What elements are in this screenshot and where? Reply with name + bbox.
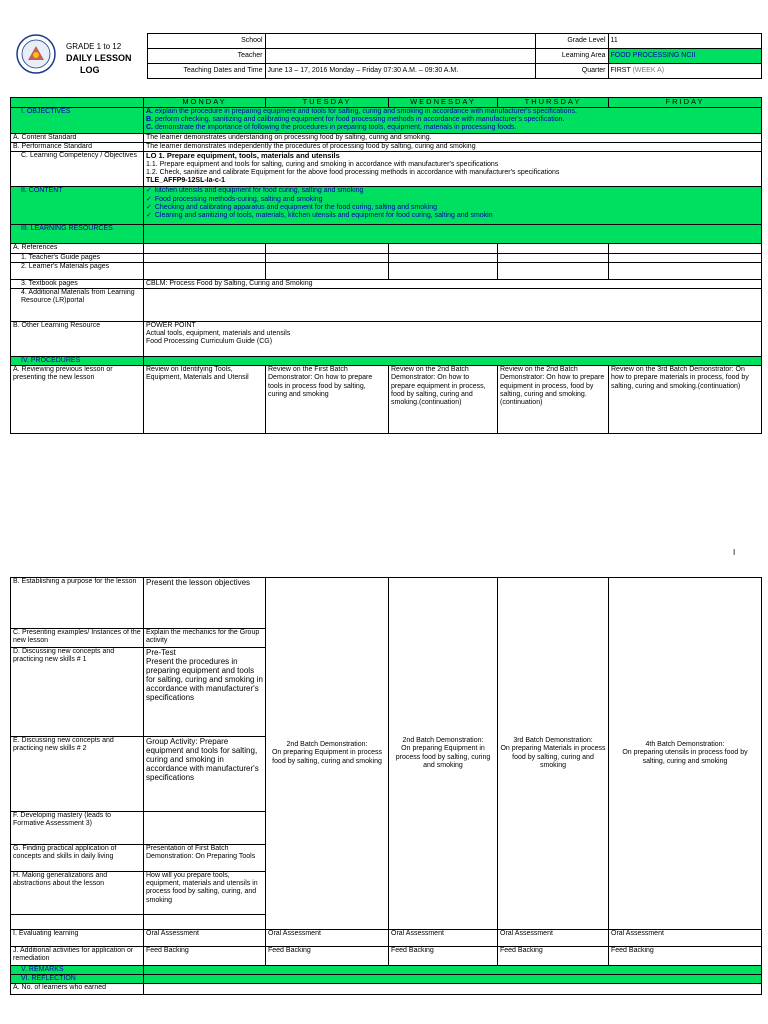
objective-c: C. demonstrate the importance of following the procedures in preparing tools, equipment, materials in processing foods. xyxy=(146,124,517,132)
procedure-i-wednesday: Oral Assessment xyxy=(389,930,498,947)
day-tuesday: TUESDAY xyxy=(266,98,389,108)
content-standard-text: The learner demonstrates understanding on processing food by salting, curing and smoking. xyxy=(144,134,762,143)
quarter-value[interactable] xyxy=(608,64,761,79)
procedure-i-label: I. Evaluating learning xyxy=(11,930,144,947)
procedure-a-label: A. Reviewing previous lesson or presenting the new lesson xyxy=(11,366,144,434)
grade-range: GRADE 1 to 12 xyxy=(66,42,122,51)
dates-label: Teaching Dates and Time xyxy=(147,64,265,79)
day-monday: MONDAY xyxy=(144,98,266,108)
procedure-b-label: B. Establishing a purpose for the lesson xyxy=(11,578,144,629)
objective-b: B. perform checking, sanitizing and calibrating equipment for food processing methods in accordance with manufacturer's specification. xyxy=(146,116,565,124)
checkmark-icon: ✓ xyxy=(146,195,152,203)
checkmark-icon: ✓ xyxy=(146,212,152,220)
remarks-label: V. REMARKS xyxy=(11,966,144,975)
procedure-c-label: C. Presenting examples/ Instances of the new lesson xyxy=(11,629,144,648)
procedure-c-monday: Explain the mechanics for the Group activity xyxy=(144,629,266,648)
merged-thursday: 3rd Batch Demonstration: On preparing Materials in process food by salting, curing and smoking xyxy=(498,578,609,930)
objective-a: A. explain the procedure in preparing equipment and tools for salting, curing and smoking in accordance with manufacturer's specifications. xyxy=(146,108,577,115)
procedure-j-wednesday: Feed Backing xyxy=(389,947,498,966)
procedure-j-thursday: Feed Backing xyxy=(498,947,609,966)
competency-label: C. Learning Competency / Objectives xyxy=(11,152,144,187)
stray-mark: I xyxy=(733,548,736,557)
procedures-label: IV. PROCEDURES xyxy=(11,357,144,366)
other-resource-value: POWER POINT Actual tools, equipment, materials and utensils Food Processing Curriculum Guide (CG) xyxy=(144,322,762,357)
procedure-j-label: J. Additional activities for application or remediation xyxy=(11,947,144,966)
lesson-table-part2 xyxy=(10,577,762,995)
performance-standard-label: B. Performance Standard xyxy=(11,143,144,152)
merged-friday: 4th Batch Demonstration: On preparing utensils in process food by salting, curing and smoking xyxy=(609,578,762,930)
additional-materials-label: 4. Additional Materials from Learning Resource (LR)portal xyxy=(11,289,144,322)
procedure-e-monday: Group Activity: Prepare equipment and tools for salting, curing and smoking in accordance with manufacturer's specifications xyxy=(144,737,266,812)
learning-resources-label: III. LEARNING RESOURCES xyxy=(11,225,144,244)
procedure-e-label: E. Discussing new concepts and practicing new skills # 2 xyxy=(11,737,144,812)
procedure-spacer xyxy=(11,915,144,930)
day-friday: FRIDAY xyxy=(609,98,762,108)
procedure-a-monday: Review on Identifying Tools, Equipment, Materials and Utensil xyxy=(144,366,266,434)
procedure-f-label: F. Developing mastery (leads to Formative Assessment 3) xyxy=(11,812,144,845)
procedure-h-monday: How will you prepare tools, equipment, materials and utensils in process food by salting, curing, and smoking xyxy=(144,872,266,915)
day-thursday: THURSDAY xyxy=(498,98,609,108)
procedure-j-monday: Feed Backing xyxy=(144,947,266,966)
merged-wednesday: 2nd Batch Demonstration: On preparing Equipment in process food by salting, curing and smoking xyxy=(389,578,498,930)
reflection-a-label: A. No. of learners who earned xyxy=(11,984,144,995)
competency-lo: LO 1. Prepare equipment, tools, materials and utensils xyxy=(146,151,340,161)
checkmark-icon: ✓ xyxy=(146,203,152,211)
content-standard-label: A. Content Standard xyxy=(11,134,144,143)
procedure-d-monday: Pre-Test Present the procedures in preparing equipment and tools for salting, curing and smoking in accordance with manufacturer's specifications xyxy=(144,648,266,737)
content-item: ✓ Checking and calibrating apparatus and equipment for the food curing, salting and smoking xyxy=(146,203,437,211)
teacher-label: Teacher xyxy=(147,49,265,64)
teacher-value[interactable] xyxy=(265,49,535,64)
objectives-list xyxy=(144,108,762,134)
content-item: ✓ Cleaning and sanitizing of tools, materials, kitchen utensils and equipment for food curing, salting and smokin xyxy=(146,212,493,220)
textbook-value: CBLM: Process Food by Salting, Curing and Smoking xyxy=(144,279,762,288)
competency-code: TLE_AFFP9-12SL-Ia-c-1 xyxy=(146,177,225,185)
teachers-guide-label: 1. Teacher's Guide pages xyxy=(11,253,144,262)
competency-text xyxy=(144,152,762,187)
procedure-f-monday xyxy=(144,812,266,845)
procedure-a-tuesday: Review on the First Batch Demonstrator: On how to prepare tools in process food by salting, curing and smoking xyxy=(266,366,389,434)
title-daily-lesson: DAILY LESSON xyxy=(66,53,132,63)
school-value[interactable] xyxy=(265,34,535,49)
checkmark-icon: ✓ xyxy=(146,187,152,195)
learning-area-label: Learning Area xyxy=(535,49,608,64)
title-log: LOG xyxy=(80,65,100,75)
content-list xyxy=(144,187,762,225)
procedure-j-tuesday: Feed Backing xyxy=(266,947,389,966)
procedure-g-monday: Presentation of First Batch Demonstration: On Preparing Tools xyxy=(144,845,266,872)
day-wednesday: WEDNESDAY xyxy=(389,98,498,108)
procedure-a-thursday: Review on the 2nd Batch Demonstrator: On how to prepare equipment in process, food by salting, curing and smoking.(continuation) xyxy=(498,366,609,434)
competency-line1: 1.1. Prepare equipment and tools for salting, curing and smoking in accordance with manufacturer's specifications xyxy=(146,160,499,168)
header-info-table xyxy=(10,33,762,79)
quarter-week: (WEEK A) xyxy=(632,66,665,74)
procedure-j-friday: Feed Backing xyxy=(609,947,762,966)
procedure-g-label: G. Finding practical application of concepts and skills in daily living xyxy=(11,845,144,872)
dates-value[interactable]: June 13 – 17, 2016 Monday – Friday 07:30 A.M. – 09:30 A.M. xyxy=(265,64,535,79)
procedure-i-tuesday: Oral Assessment xyxy=(266,930,389,947)
performance-standard-text: The learner demonstrates independently the procedures of processing food by salting, curing and smoking xyxy=(144,143,762,152)
other-resource-label: B. Other Learning Resource xyxy=(11,322,144,357)
content-label: II. CONTENT xyxy=(11,187,144,225)
content-item: ✓ kitchen utensils and equipment for food curing, salting and smoking xyxy=(146,187,364,195)
procedure-i-thursday: Oral Assessment xyxy=(498,930,609,947)
learning-area-value[interactable]: FOOD PROCESSING NCII xyxy=(608,49,761,64)
procedure-i-monday: Oral Assessment xyxy=(144,930,266,947)
procedure-a-wednesday: Review on the 2nd Batch Demonstrator: On how to prepare equipment in process, food by salting, curing and smoking.(continuation) xyxy=(389,366,498,434)
textbook-label: 3. Textbook pages xyxy=(11,279,144,288)
learning-resources-band xyxy=(144,225,762,244)
references-label: A. References xyxy=(11,244,144,253)
procedure-b-monday: Present the lesson objectives xyxy=(144,578,266,629)
learners-materials-label: 2. Learner's Materials pages xyxy=(11,262,144,279)
quarter-label: Quarter xyxy=(535,64,608,79)
reflection-label: VI. REFLECTION xyxy=(11,975,144,984)
quarter-text: FIRST xyxy=(610,66,631,74)
competency-line2: 1.2. Check, sanitize and calibrate Equipment for the above food processing methods in accordance with manufacturer's specifications xyxy=(146,168,560,176)
merged-tuesday: 2nd Batch Demonstration: On preparing Equipment in process food by salting, curing and smoking xyxy=(266,578,389,930)
content-item: ✓ Food processing methods-curing, salting and smoking xyxy=(146,195,323,203)
procedure-i-friday: Oral Assessment xyxy=(609,930,762,947)
lesson-table-part1 xyxy=(10,97,762,434)
objectives-label: I. OBJECTIVES xyxy=(11,108,144,134)
grade-level-label: Grade Level xyxy=(535,34,608,49)
procedure-d-label: D. Discussing new concepts and practicing new skills # 1 xyxy=(11,648,144,737)
procedure-a-friday: Review on the 3rd Batch Demonstrator: On how to prepare materials in process, food by salting, curing and smoking.(continuation) xyxy=(609,366,762,434)
procedure-h-label: H. Making generalizations and abstractions about the lesson xyxy=(11,872,144,915)
days-corner xyxy=(11,98,144,108)
grade-level-value[interactable]: 11 xyxy=(608,34,761,49)
school-label: School xyxy=(147,34,265,49)
